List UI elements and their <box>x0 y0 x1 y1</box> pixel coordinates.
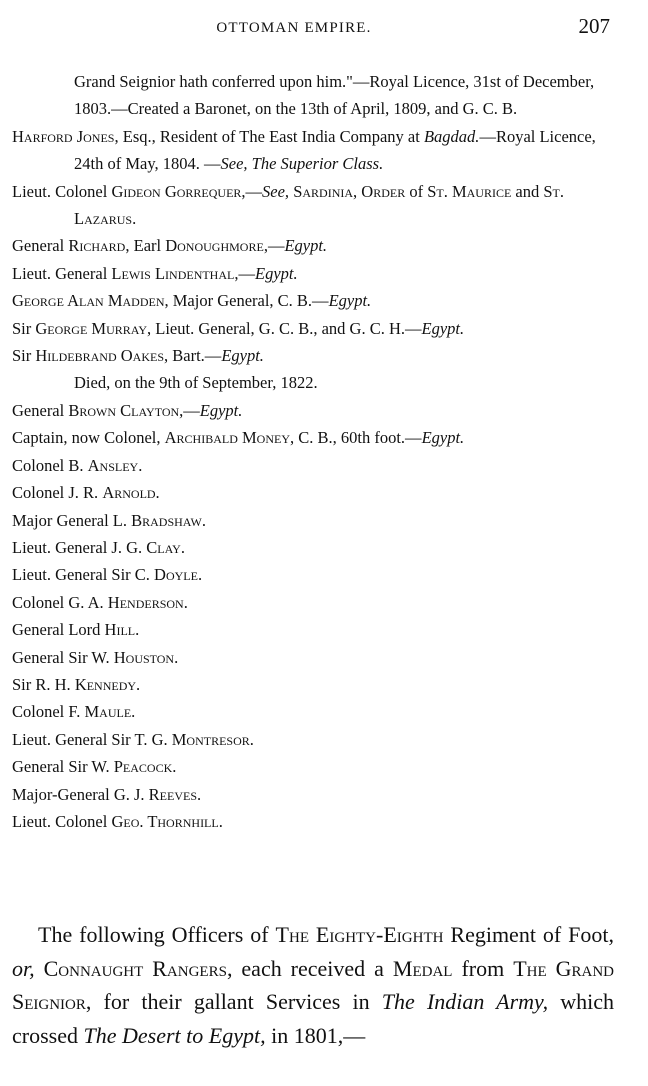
name-run: Hill. <box>104 620 140 640</box>
name-run: Medal <box>392 955 453 981</box>
closing-paragraph <box>12 918 614 1052</box>
name-run: The Eighty-Eighth <box>275 922 444 947</box>
text-run: , each received a <box>226 955 393 981</box>
italic-run: Egypt. <box>421 318 465 338</box>
list-entry <box>12 671 624 698</box>
text-run <box>35 956 44 981</box>
name-run: Sardinia, Order <box>293 181 406 201</box>
list-entry <box>12 342 624 369</box>
text-run: Lieut. General <box>12 263 112 283</box>
name-run: Archibald Money <box>164 428 290 448</box>
list-entry <box>12 260 624 287</box>
name-run: Henderson. <box>107 592 188 612</box>
italic-run: Bagdad. <box>423 126 480 146</box>
list-entry <box>12 808 624 835</box>
name-run: Connaught Rangers <box>43 955 227 981</box>
text-run: Colonel B. <box>12 455 88 475</box>
name-run: Peacock. <box>113 757 177 777</box>
text-run: , C. B., 60th foot.— <box>290 428 422 448</box>
list-entry <box>12 616 624 643</box>
name-run: George Murray <box>35 318 148 338</box>
list-entry <box>12 178 624 233</box>
list-entry <box>12 726 624 753</box>
text-run: ,— <box>263 236 285 256</box>
text-run: which crossed <box>12 989 615 1048</box>
name-run: Reeves. <box>148 784 202 804</box>
text-run: Regiment of Foot, <box>443 922 615 947</box>
text-run: Colonel F. <box>12 702 85 722</box>
italic-run: The Desert to Egypt, <box>83 1022 266 1048</box>
list-entry <box>12 479 624 506</box>
text-run: ,— <box>179 400 200 420</box>
name-run: Gideon Gorrequer <box>111 181 242 201</box>
text-run: Lieut. General Sir T. G. <box>12 729 172 749</box>
text-run: Sir R. H. <box>12 674 75 694</box>
name-run: Doyle. <box>154 565 203 585</box>
list-entry <box>12 424 624 451</box>
text-run: Sir <box>12 346 36 366</box>
text-run: Lieut. Colonel <box>12 181 112 201</box>
text-run: Captain, now Colonel, <box>12 428 165 448</box>
text-run: and <box>511 181 544 201</box>
name-run: Houston. <box>113 647 179 667</box>
list-entry <box>12 369 624 396</box>
name-run: Geo. Thornhill. <box>111 811 223 831</box>
text-run: Grand Seignior hath conferred upon him."—Royal Licence, 31st of December, 1803.—Created a Baronet, on the 13th of April, 1809, and G. C. B. <box>74 72 595 119</box>
text-run: , Earl <box>125 236 166 256</box>
text-run: ,— <box>241 181 263 201</box>
text-run: General <box>12 400 69 420</box>
list-entry <box>12 781 624 808</box>
list-entry <box>12 452 624 479</box>
text-run: Lieut. General J. G. <box>12 537 147 557</box>
italic-run: Egypt. <box>199 400 243 420</box>
honours-list <box>12 68 624 835</box>
text-run: —Royal Licence, 24th of May, 1804. — <box>74 126 596 174</box>
text-run: , for their gallant Services in <box>85 989 382 1014</box>
italic-run: Egypt. <box>421 428 465 448</box>
text-run: Colonel G. A. <box>12 592 108 612</box>
list-entry <box>12 561 624 588</box>
list-entry <box>12 287 624 314</box>
text-run: , Major General, C. B.— <box>164 291 329 311</box>
text-run: ,— <box>234 263 255 283</box>
italic-run: Egypt. <box>284 236 328 256</box>
name-run: Ansley. <box>87 455 143 475</box>
text-run: General Sir W. <box>12 757 114 777</box>
text-run: General <box>12 236 69 256</box>
page-header <box>0 14 648 44</box>
list-entry <box>12 644 624 671</box>
text-run: The following Officers of <box>38 922 276 947</box>
name-run: St. Lazarus. <box>74 181 565 229</box>
list-entry <box>12 698 624 725</box>
list-entry <box>12 123 624 178</box>
list-entry <box>12 753 624 780</box>
italic-run: See, <box>262 181 290 201</box>
name-run: Richard <box>68 236 126 256</box>
text-run: from <box>452 955 514 981</box>
text-run: Lieut. General Sir C. <box>12 565 155 585</box>
italic-run: The Indian Army, <box>381 989 549 1014</box>
italic-run: or, <box>12 955 35 981</box>
italic-run: Egypt. <box>328 291 372 311</box>
name-run: Lewis Lindenthal <box>111 263 235 283</box>
text-run: of <box>405 181 428 201</box>
text-run: , Bart.— <box>164 346 222 366</box>
name-run: Donoughmore <box>165 236 264 256</box>
name-run: The Grand Seignior <box>12 955 615 1014</box>
name-run: Hildebrand Oakes <box>35 346 165 366</box>
name-run: Clay. <box>146 537 185 557</box>
list-entry <box>12 68 624 123</box>
italic-run: See, The Superior Class. <box>220 154 384 174</box>
italic-run: Egypt. <box>254 263 298 283</box>
name-run: St. Maurice <box>427 181 512 201</box>
name-run: Montresor. <box>171 729 254 749</box>
text-run: General Sir W. <box>12 647 114 667</box>
name-run: Kennedy. <box>74 674 141 694</box>
list-entry <box>12 232 624 259</box>
text-run: Major-General G. J. <box>12 784 149 804</box>
name-run: Harford Jones <box>12 126 115 146</box>
list-entry <box>12 397 624 424</box>
text-run: in 1801,— <box>265 1022 366 1048</box>
list-entry <box>12 507 624 534</box>
text-run: Colonel J. R. <box>12 483 103 503</box>
text-run: Sir <box>12 318 36 338</box>
name-run: Maule. <box>84 702 136 722</box>
page-number: 207 <box>578 14 610 38</box>
text-run: Died, on the 9th of September, 1822. <box>74 373 318 393</box>
name-run: Brown Clayton <box>68 400 180 420</box>
text-run: Major General L. <box>12 510 132 530</box>
text-run: , Lieut. General, G. C. B., and G. C. H.— <box>147 318 422 338</box>
italic-run: Egypt. <box>221 346 264 366</box>
running-title: OTTOMAN EMPIRE. <box>216 20 372 36</box>
name-run: Bradshaw. <box>131 510 206 530</box>
name-run: Arnold. <box>102 483 160 503</box>
list-entry <box>12 534 624 561</box>
text-run: Lieut. Colonel <box>12 811 112 831</box>
list-entry <box>12 315 624 342</box>
text-run: General Lord <box>12 620 105 640</box>
text-run: , Esq., Resident of The East India Company at <box>114 126 424 146</box>
name-run: George Alan Madden <box>12 291 165 311</box>
list-entry <box>12 589 624 616</box>
